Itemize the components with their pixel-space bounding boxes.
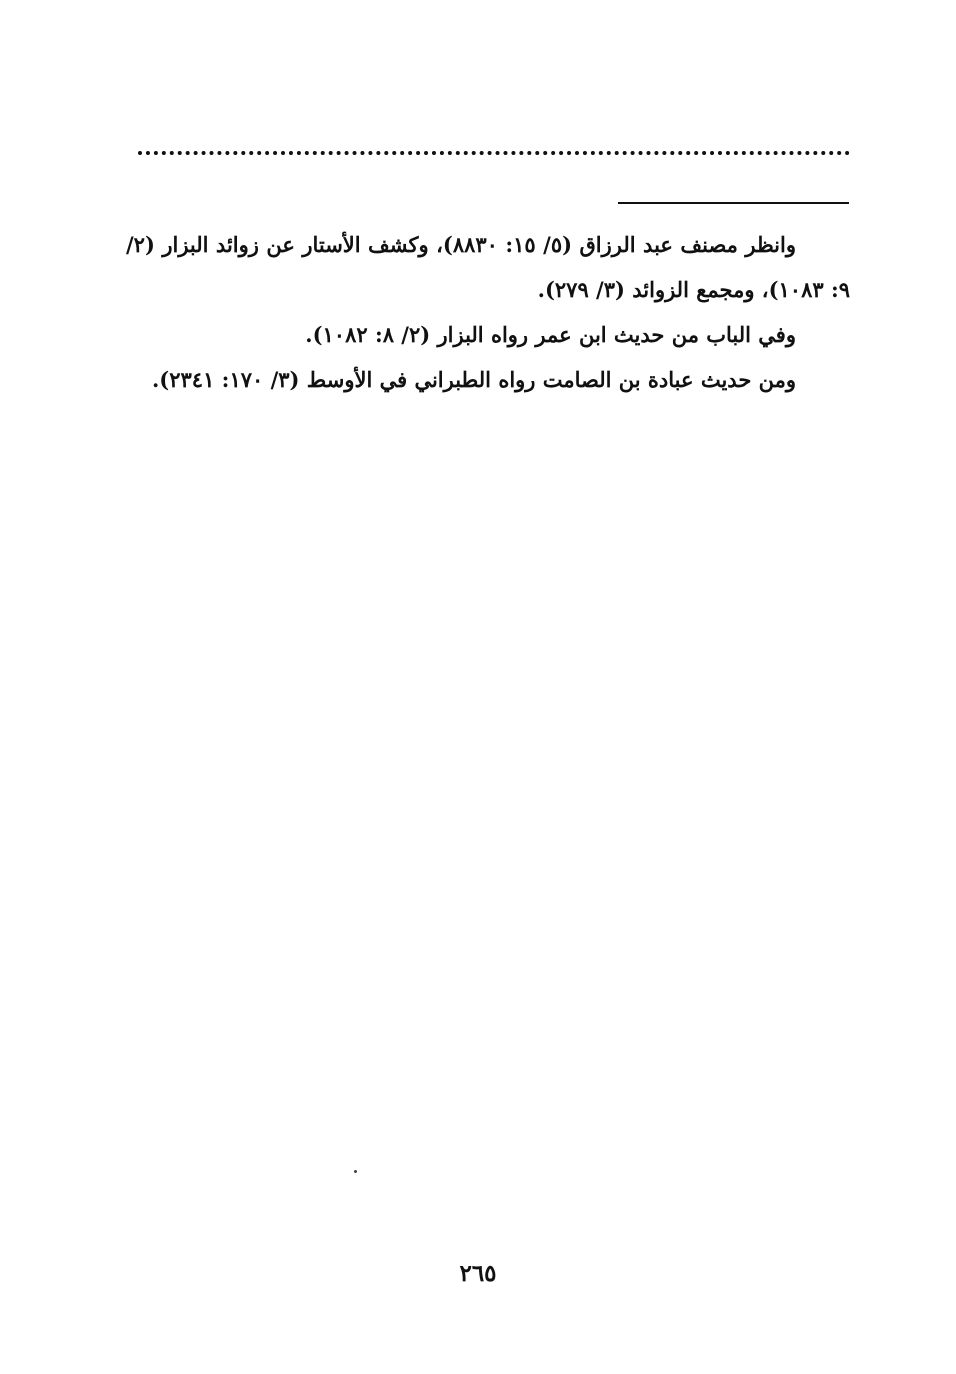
footnote-separator-line (618, 202, 849, 204)
footnote-paragraph-2: وفي الباب من حديث ابن عمر رواه البزار (٢/ ٨: ١٠٨٢). (305, 322, 796, 347)
stray-ink-dot (354, 1170, 357, 1173)
footnotes-block (126, 222, 850, 402)
dotted-separator (138, 151, 850, 155)
footnote-paragraph-3: ومن حديث عبادة بن الصامت رواه الطبراني في الأوسط (٣/ ١٧٠: ٢٣٤١). (151, 367, 796, 392)
page-number: ٢٦٥ (459, 1260, 497, 1287)
footnote-paragraph-1: وانظر مصنف عبد الرزاق (٥/ ١٥: ٨٨٣٠)، وكشف الأستار عن زوائد البزار (٢/ ٩: ١٠٨٣)، ومجمع الزوائد (٣/ ٢٧٩). (126, 232, 850, 302)
